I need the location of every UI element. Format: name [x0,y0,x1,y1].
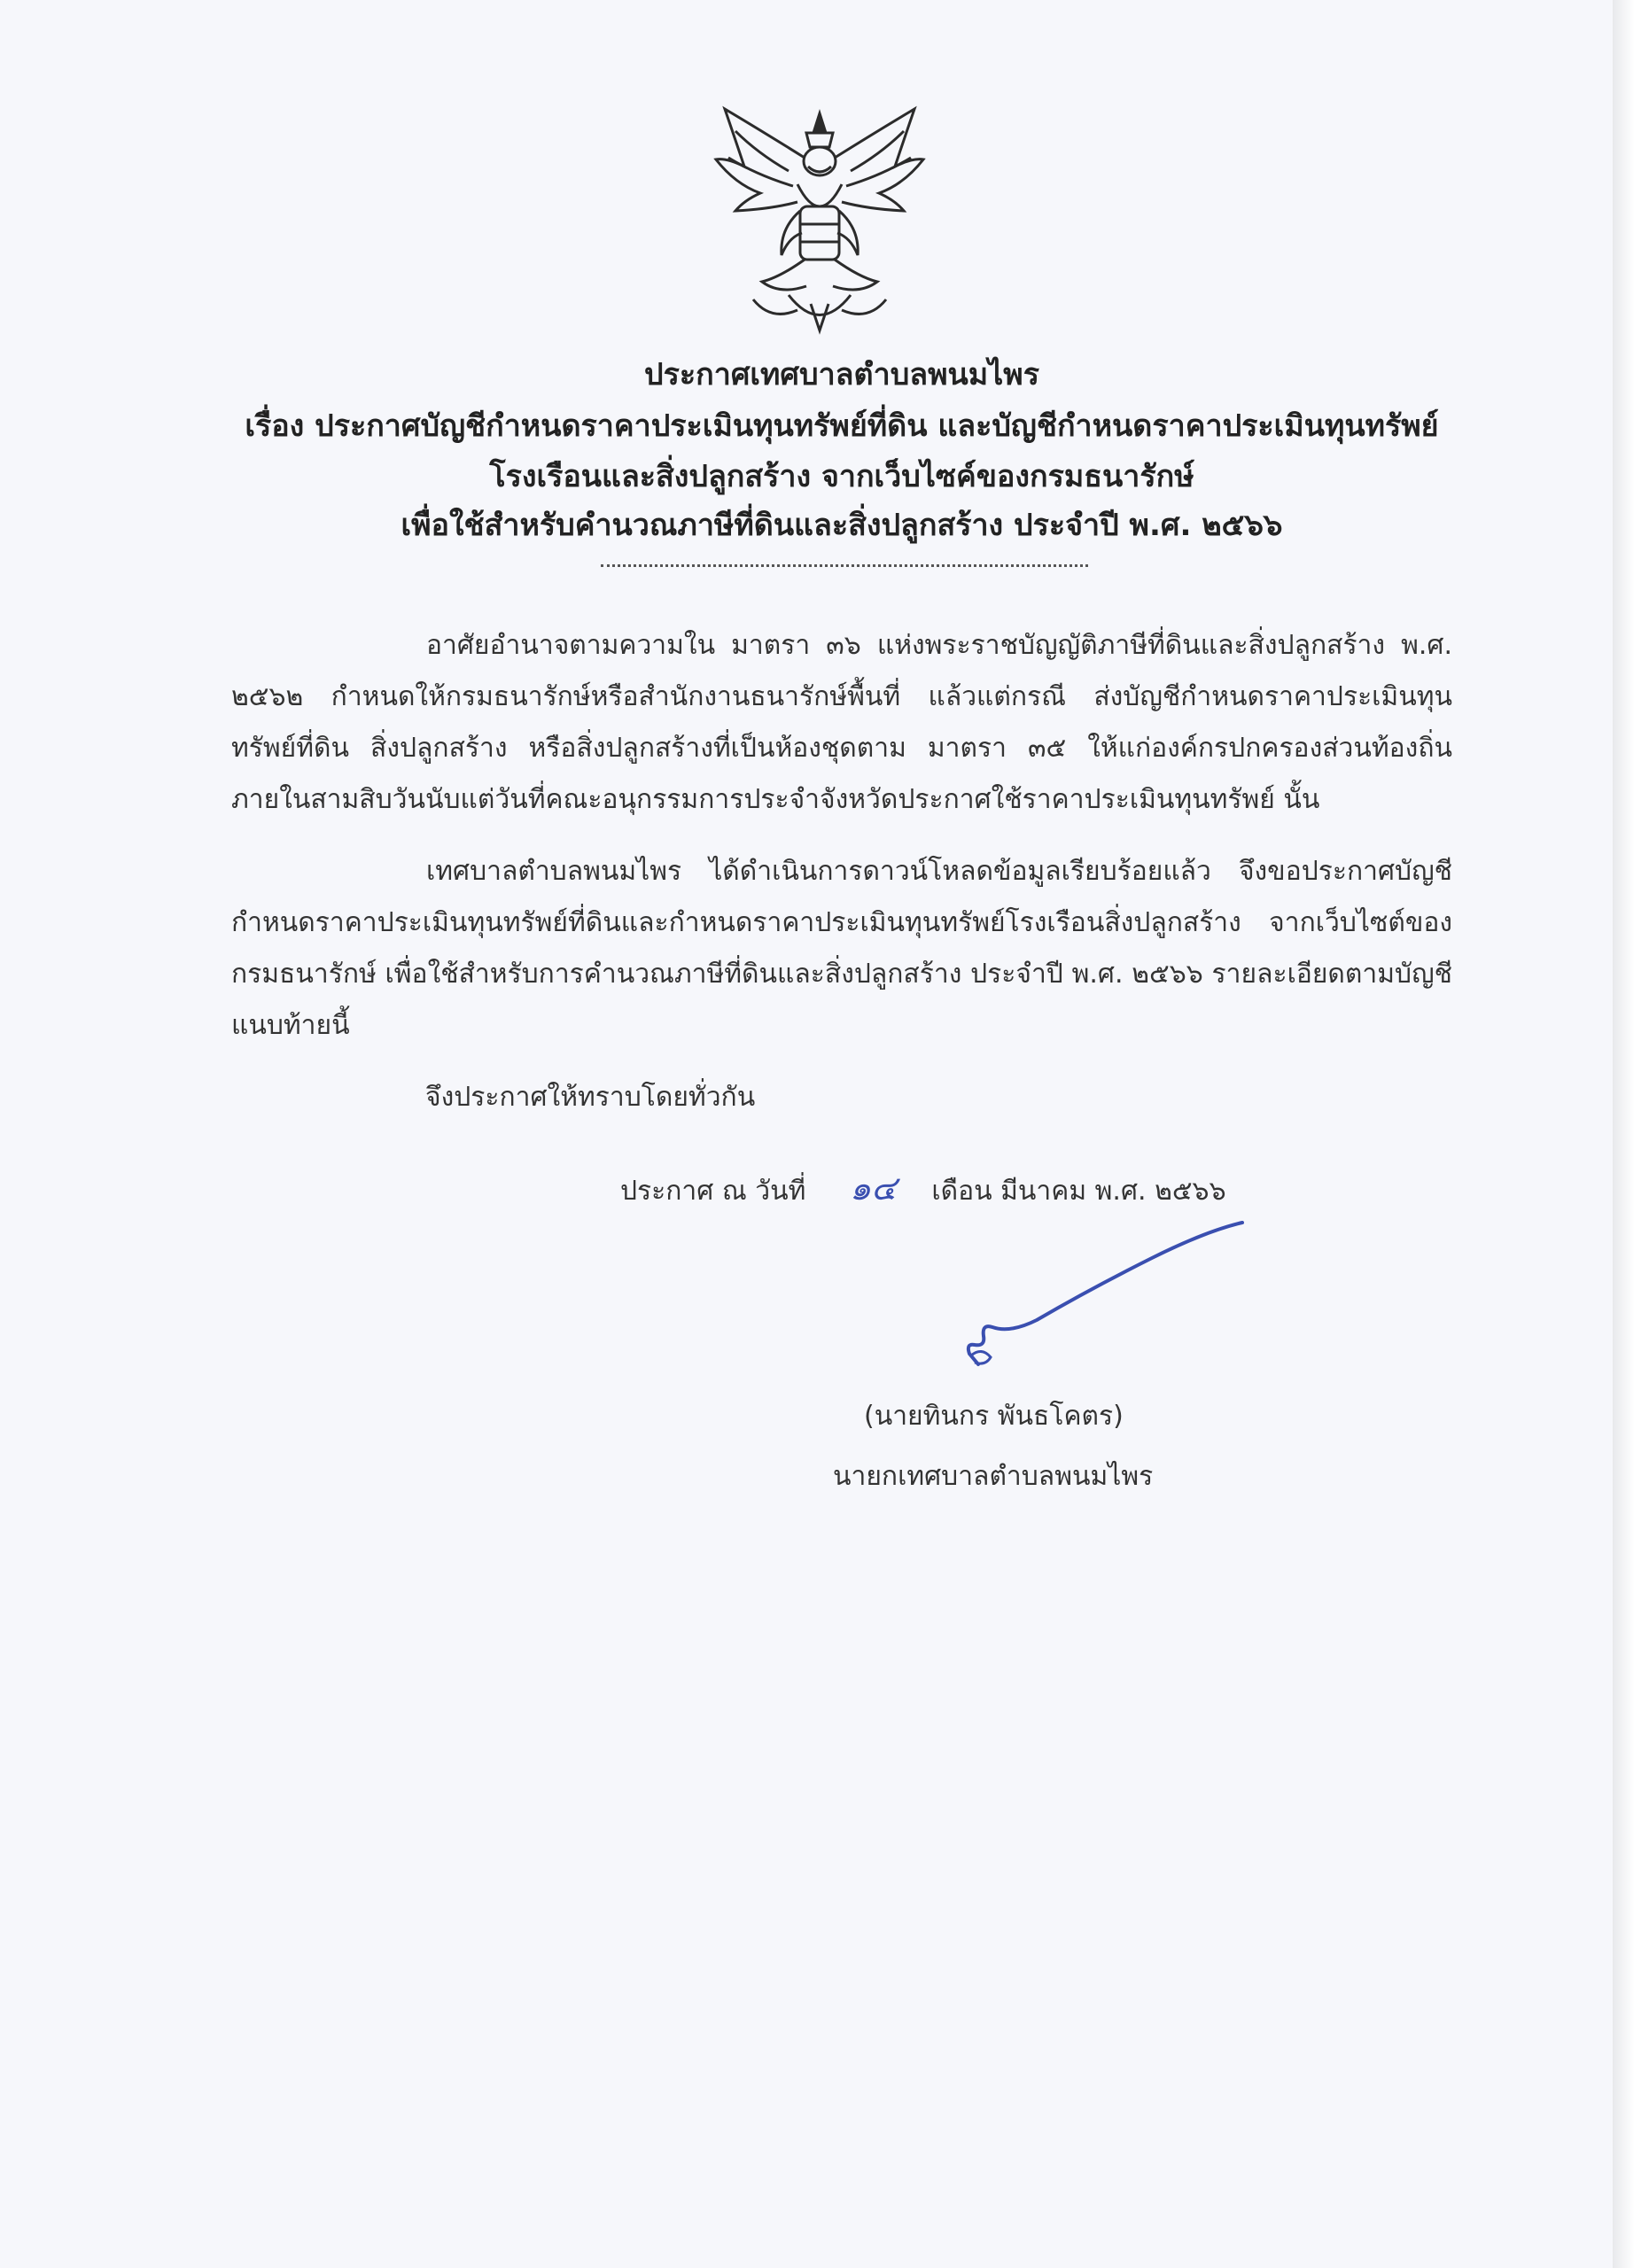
announcement-title: ประกาศเทศบาลตำบลพนมไพร [644,357,1039,392]
scan-edge [1613,0,1649,2268]
paragraph-announcement [231,846,1452,1052]
garuda-emblem-icon [709,105,930,339]
date-suffix: เดือน มีนาคม พ.ศ. ๒๕๖๖ [931,1176,1226,1207]
date-line [620,1161,1226,1215]
date-prefix: ประกาศ ณ วันที่ [620,1176,806,1207]
paragraph-1-text: อาศัยอำนาจตามความใน มาตรา ๓๖ แห่งพระราชบัญญัติภาษีที่ดินและสิ่งปลูกสร้าง พ.ศ. ๒๕๖๒ กำหนดให้กรมธนารักษ์หรือสำนักงานธนารักษ์พื้นที่ แล้วแต่กรณี ส่งบัญชีกำหนดราคาประเมินทุนทรัพย์ที่ดิน สิ่งปลูกสร้าง หรือสิ่งปลูกสร้างที่เป็นห้องชุดตาม มาตรา ๓๕ ให้แก่องค์กรปกครองส่วนท้องถิ่นภายในสามสิบวันนับแต่วันที่คณะอนุกรรมการประจำจังหวัดประกาศใช้ราคาประเมินทุนทรัพย์ นั้น [231,630,1452,815]
signer-title: นายกเทศบาลตำบลพนมไพร [833,1461,1154,1492]
handwritten-day: ๑๔ [849,1169,897,1208]
dotted-divider [601,564,1088,567]
paragraph-2-text: เทศบาลตำบลพนมไพร ได้ดำเนินการดาวน์โหลดข้อมูลเรียบร้อยแล้ว จึงขอประกาศบัญชีกำหนดราคาประเมินทุนทรัพย์ที่ดินและกำหนดราคาประเมินทุนทรัพย์โรงเรือนสิ่งปลูกสร้าง จากเว็บไซต์ของกรมธนารักษ์ เพื่อใช้สำหรับการคำนวณภาษีที่ดินและสิ่งปลูกสร้าง ประจำปี พ.ศ. ๒๕๖๖ รายละเอียดตามบัญชีแนบท้ายนี้ [231,856,1452,1041]
subject-line-1: เรื่อง ประกาศบัญชีกำหนดราคาประเมินทุนทรัพย์ที่ดิน และบัญชีกำหนดราคาประเมินทุนทรัพย์ [245,408,1439,444]
subject-line-2: โรงเรือนและสิ่งปลูกสร้าง จากเว็บไซค์ของกรมธนารักษ์ [489,459,1194,494]
subject-line-3: เพื่อใช้สำหรับคำนวณภาษีที่ดินและสิ่งปลูกสร้าง ประจำปี พ.ศ. ๒๕๖๖ [401,508,1283,543]
notice-line: จึงประกาศให้ทราบโดยทั่วกัน [425,1082,756,1113]
paragraph-authority [231,620,1452,826]
signer-name: (นายทินกร พันธโคตร) [864,1401,1124,1432]
signature-mark [939,1214,1258,1391]
